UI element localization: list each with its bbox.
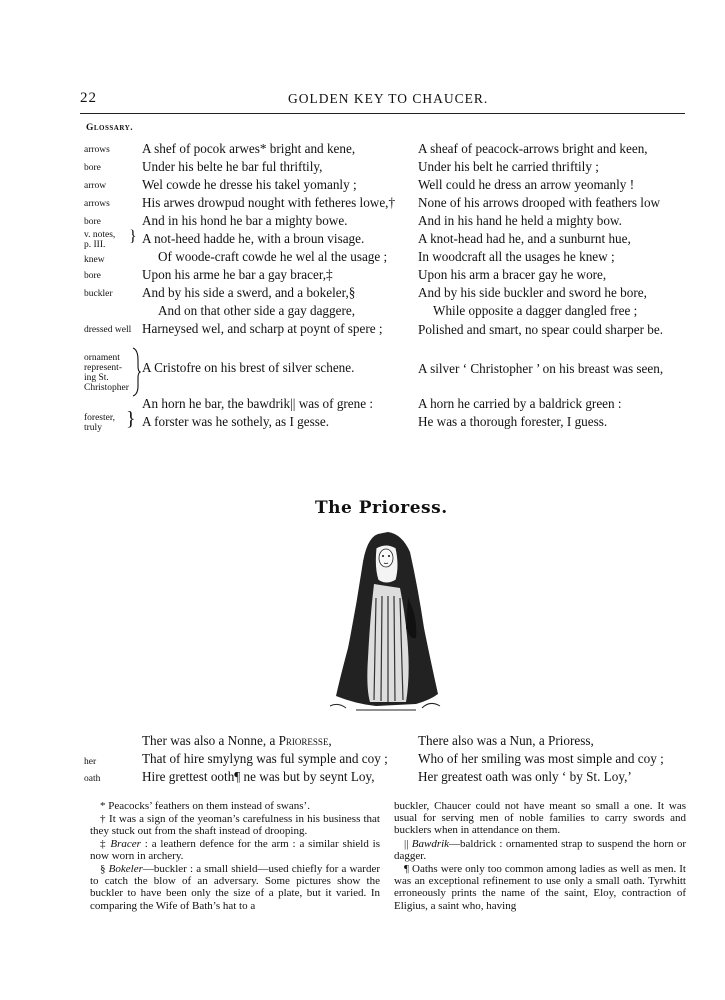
gloss-brace — [131, 346, 141, 398]
gloss-word: arrow — [84, 181, 107, 191]
verse-line-original: A shef of pocok arwes* bright and kene, — [142, 141, 356, 156]
section-title: The Prioress. — [315, 498, 448, 518]
gloss-word: knew — [84, 255, 105, 265]
prioress-line-original: Hire grettest ooth¶ ne was but by seynt Loy, — [142, 769, 375, 784]
glossary-heading: Glossary. — [86, 123, 134, 133]
header-rule — [80, 113, 685, 114]
verse-line-modern: A silver ‘ Christopher ’ on his breast was seen, — [418, 361, 664, 376]
verse-line-modern: A sheaf of peacock-arrows bright and keen, — [418, 141, 648, 156]
verse-line-original: A forster was he sothely, as I gesse. — [142, 414, 330, 429]
gloss-brace: } — [129, 228, 137, 245]
gloss-word: represent- — [84, 363, 122, 373]
prioress-line-original: That of hire smylyng was ful symple and coy ; — [142, 751, 388, 766]
gloss-word: Christopher — [84, 383, 129, 393]
verse-line-modern: Well could he dress an arrow yeomanly ! — [418, 177, 635, 192]
verse-line-original: And by his side a swerd, and a bokeler,§ — [142, 285, 356, 300]
verse-line-original: A not-heed hadde he, with a broun visage. — [142, 231, 365, 246]
verse-line-modern: None of his arrows drooped with feathers low — [418, 195, 661, 210]
gloss-word: oath — [84, 774, 101, 784]
verse-line-original: A Cristofre on his brest of silver schene. — [142, 360, 355, 375]
gloss-word: forester, — [84, 413, 116, 423]
gloss-word: dressed well — [84, 325, 132, 335]
verse-line-original: His arwes drowpud nought with fetheres lowe,† — [142, 195, 396, 210]
verse-line-modern: In woodcraft all the usages he knew ; — [418, 249, 615, 264]
verse-line-modern: And in his hand he held a mighty bow. — [418, 213, 622, 228]
prioress-line-original: Ther was also a Nonne, a Prioresse, — [142, 733, 332, 748]
gloss-word: arrows — [84, 145, 110, 155]
gloss-word: ing St. — [84, 373, 109, 383]
gloss-word: v. notes, — [84, 230, 116, 240]
gloss-brace: } — [126, 408, 136, 430]
gloss-word: her — [84, 757, 97, 767]
gloss-word: ornament — [84, 353, 120, 363]
footnote: † It was a sign of the yeoman’s carefulness in his business that they stuck out from the shaft instead of drooping. — [90, 813, 380, 838]
verse-line-modern: A horn he carried by a baldrick green : — [418, 396, 622, 411]
verse-line-modern: And by his side buckler and sword he bore, — [418, 285, 647, 300]
verse-line-modern: Under his belt he carried thriftily ; — [418, 159, 599, 174]
gloss-word: bore — [84, 163, 101, 173]
verse-line-modern: Upon his arm a bracer gay he wore, — [418, 267, 607, 282]
verse-line-original: An horn he bar, the bawdrik|| was of grene : — [142, 396, 374, 411]
footnote: § Bokeler—buckler : a small shield—used chiefly for a warder to catch the blow of an adversary. Some pictures show the buckler to have been only the size of a plate, but it varied. In comparing the Wife of Bath’s hat to a — [90, 863, 381, 912]
gloss-word: bore — [84, 271, 101, 281]
verse-line-original: Upon his arme he bar a gay bracer,‡ — [142, 267, 333, 282]
footnote: * Peacocks’ feathers on them instead of swans’. — [100, 800, 310, 812]
verse-line-modern: He was a thorough forester, I guess. — [418, 414, 608, 429]
page-number: 22 — [80, 90, 97, 106]
footnote: || Bawdrik—baldrick : ornamented strap to suspend the horn or dagger. — [394, 838, 687, 863]
prioress-line-modern: Who of her smiling was most simple and coy ; — [418, 751, 664, 766]
gloss-word: bore — [84, 217, 101, 227]
verse-line-original: Wel cowde he dresse his takel yomanly ; — [142, 177, 357, 192]
running-title: GOLDEN KEY TO CHAUCER. — [288, 91, 489, 106]
gloss-word: arrows — [84, 199, 110, 209]
verse-line-original: Under his belte he bar ful thriftily, — [142, 159, 323, 174]
verse-line-original: Of woode-craft cowde he wel al the usage ; — [158, 249, 388, 264]
gloss-word: buckler — [84, 289, 113, 299]
prioress-illustration — [326, 528, 446, 718]
footnote: buckler, Chaucer could not have meant so small a one. It was usual for serving men of noble families to carry swords and bucklers when in attendance on them. — [394, 800, 686, 837]
verse-line-original: And on that other side a gay daggere, — [158, 303, 356, 318]
footnote: ¶ Oaths were only too common among ladies as well as men. It was an exceptional refinement to use only a small oath. Tyrwhitt erroneously prints the name of the saint, Eloy, contraction of Eligius, a saint who, having — [394, 863, 686, 912]
gloss-word: p. III. — [84, 240, 106, 250]
verse-line-original: Harneysed wel, and scharp at poynt of spere ; — [142, 321, 383, 336]
prioress-line-modern: There also was a Nun, a Prioress, — [418, 733, 594, 748]
gloss-word: truly — [84, 423, 102, 433]
verse-line-original: And in his hond he bar a mighty bowe. — [142, 213, 348, 228]
prioress-line-modern: Her greatest oath was only ‘ by St. Loy,’ — [418, 769, 632, 784]
verse-line-modern: A knot-head had he, and a sunburnt hue, — [418, 231, 631, 246]
verse-line-modern: Polished and smart, no spear could sharper be. — [418, 322, 664, 337]
footnote: ‡ Bracer : a leathern defence for the arm : a similar shield is now worn in archery. — [90, 838, 380, 863]
verse-line-modern: While opposite a dagger dangled free ; — [433, 303, 638, 318]
